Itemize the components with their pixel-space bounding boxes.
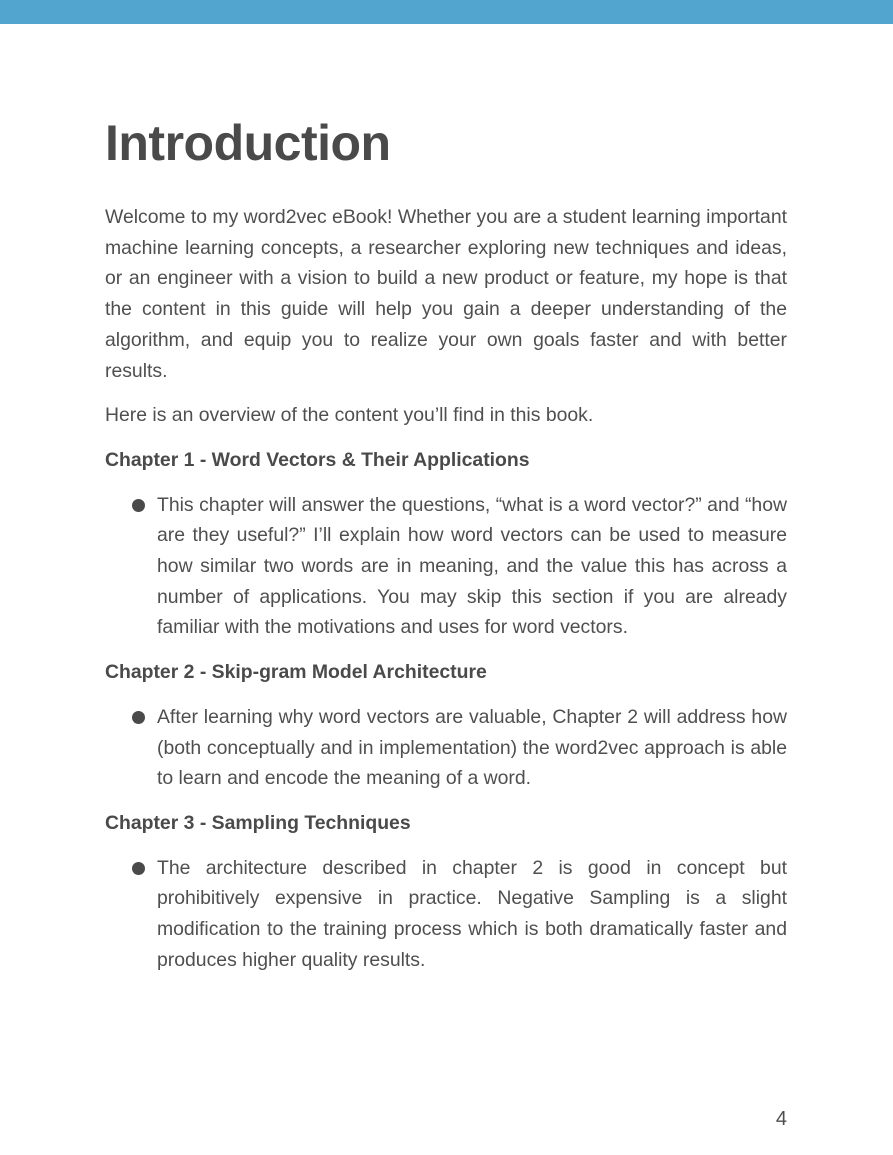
bullet-icon <box>132 862 145 875</box>
overview-sentence: Here is an overview of the content you’ll find in this book. <box>105 404 594 427</box>
chapter-3-heading: Chapter 3 - Sampling Techniques <box>105 811 411 834</box>
bullet-icon <box>132 499 145 512</box>
chapter-3-description <box>105 853 787 976</box>
chapter-3-list <box>105 853 787 976</box>
intro-paragraph: Welcome to my word2vec eBook! Whether you are a student learning important machine learning concepts, a researcher exploring new techniques and ideas, or an engineer with a vision to build a new product or feature, my hope is that the content in this guide will help you gain a deeper understanding of the algorithm, and equip you to realize your own goals faster and with better results. <box>105 206 787 382</box>
chapter-1-list <box>105 490 787 644</box>
chapter-1-description-text: This chapter will answer the questions, “what is a word vector?” and “how are they useful?” I’ll explain how word vectors can be used to measure how similar two words are in meaning, and the value this has across a number of applications. You may skip this section if you are already familiar with the motivations and uses for word vectors. <box>157 493 787 639</box>
page-title: Introduction <box>105 115 391 171</box>
chapter-2-list <box>105 702 787 794</box>
page-content <box>105 108 787 989</box>
chapter-2-heading: Chapter 2 - Skip-gram Model Architecture <box>105 661 487 684</box>
chapter-3-description-text: The architecture described in chapter 2 is good in concept but prohibitively expensive in practice. Negative Sampling is a slight modification to the training process which is both dramatically faster and produces higher quality results. <box>157 856 787 971</box>
chapter-1-heading: Chapter 1 - Word Vectors & Their Applications <box>105 448 530 471</box>
chapter-1-description <box>105 490 787 644</box>
page-number: 4 <box>775 1108 787 1130</box>
header-accent-bar <box>0 0 893 24</box>
bullet-icon <box>132 711 145 724</box>
chapter-2-description-text: After learning why word vectors are valuable, Chapter 2 will address how (both conceptually and in implementation) the word2vec approach is able to learn and encode the meaning of a word. <box>157 705 787 790</box>
chapter-2-description <box>105 702 787 794</box>
